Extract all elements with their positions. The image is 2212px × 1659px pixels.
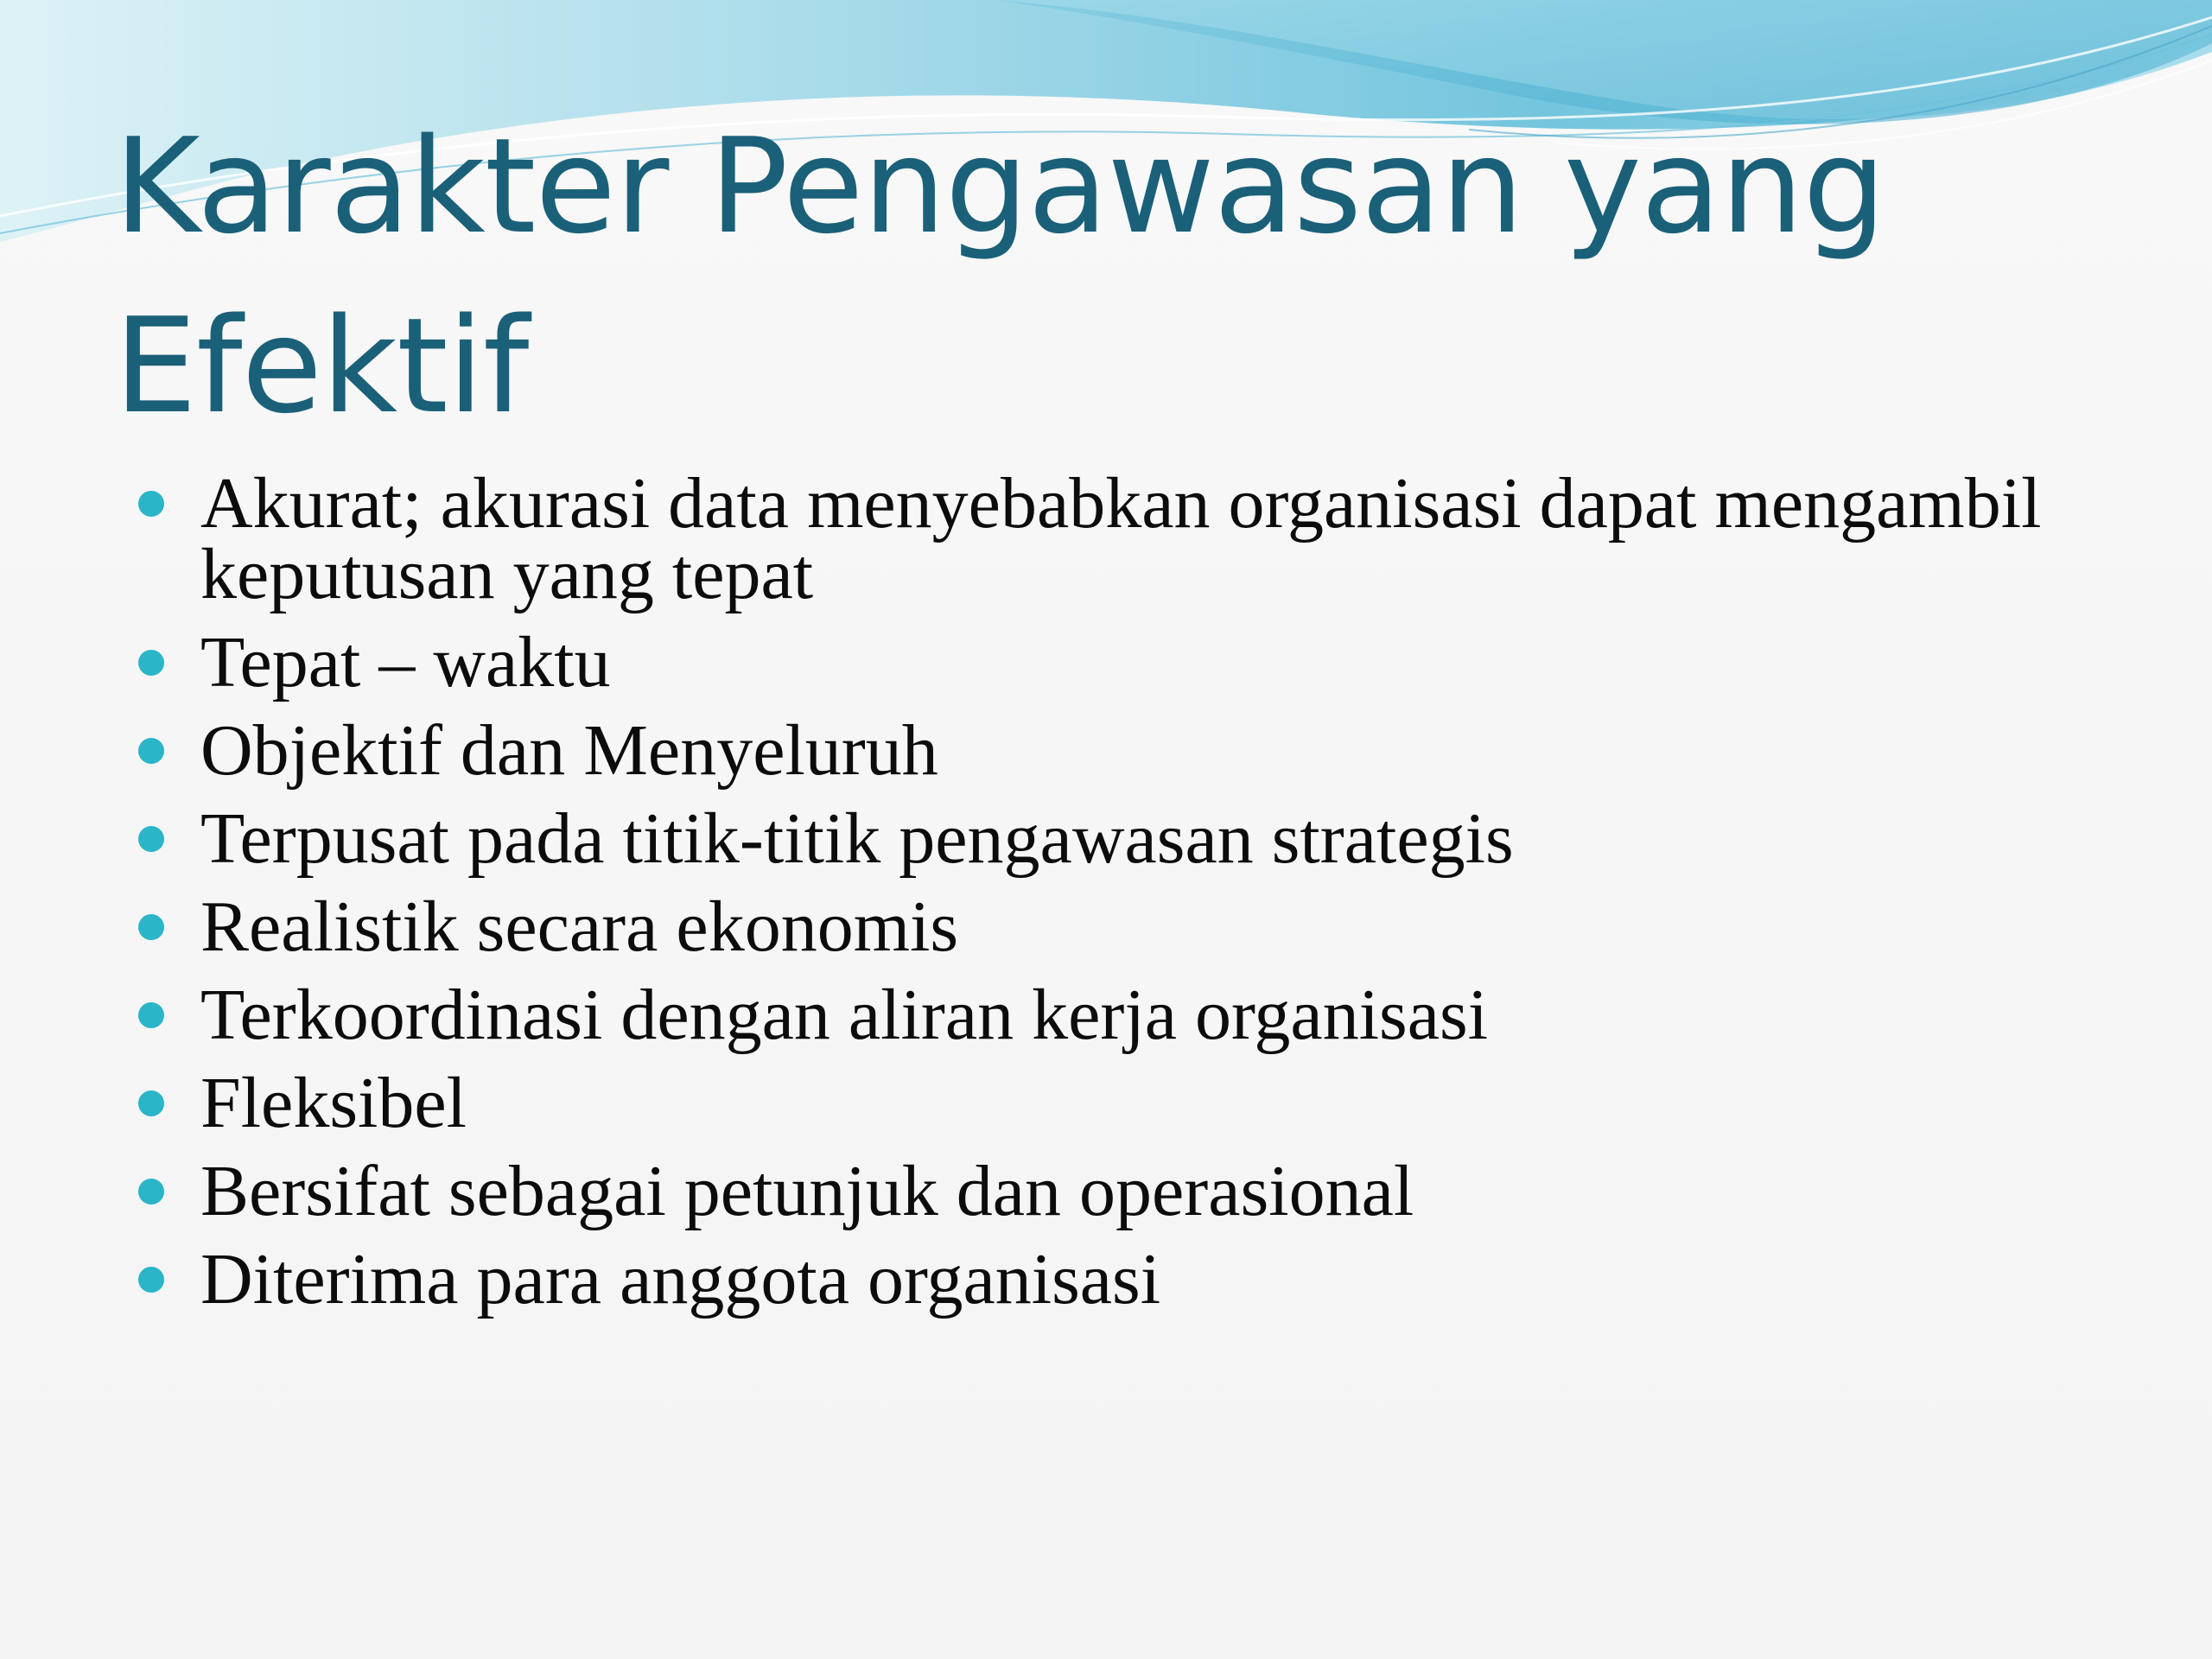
- bullet-text: Realistik secara ekonomis: [200, 887, 959, 967]
- list-item: [138, 798, 2108, 879]
- bullet-text: Tepat – waktu: [200, 622, 611, 702]
- bullet-text: Terkoordinasi dengan aliran kerja organisasi: [200, 975, 1489, 1055]
- filled-circle-bullet-icon: [138, 738, 164, 764]
- list-item: [138, 1239, 2108, 1319]
- bullet-text: Akurat; akurasi data menyebabkan organisasi dapat mengambil keputusan yang tepat: [200, 463, 2042, 614]
- list-item: [138, 1151, 2108, 1231]
- slide-title: Karakter Pengawasan yang Efektif: [114, 110, 1885, 442]
- filled-circle-bullet-icon: [138, 491, 164, 517]
- filled-circle-bullet-icon: [138, 1090, 164, 1116]
- bullet-text: Terpusat pada titik-titik pengawasan strategis: [200, 798, 1514, 879]
- bullet-list: [138, 463, 2108, 1332]
- filled-circle-bullet-icon: [138, 1267, 164, 1293]
- filled-circle-bullet-icon: [138, 826, 164, 852]
- bullet-text: Fleksibel: [200, 1063, 467, 1143]
- filled-circle-bullet-icon: [138, 1002, 164, 1028]
- bullet-text: Diterima para anggota organisasi: [200, 1239, 1161, 1319]
- list-item: [138, 463, 2108, 614]
- filled-circle-bullet-icon: [138, 1179, 164, 1205]
- filled-circle-bullet-icon: [138, 914, 164, 940]
- list-item: [138, 710, 2108, 791]
- list-item: [138, 887, 2108, 967]
- list-item: [138, 1063, 2108, 1143]
- list-item: [138, 975, 2108, 1055]
- filled-circle-bullet-icon: [138, 650, 164, 676]
- bullet-text: Bersifat sebagai petunjuk dan operasional: [200, 1151, 1414, 1231]
- bullet-text: Objektif dan Menyeluruh: [200, 710, 938, 791]
- list-item: [138, 622, 2108, 702]
